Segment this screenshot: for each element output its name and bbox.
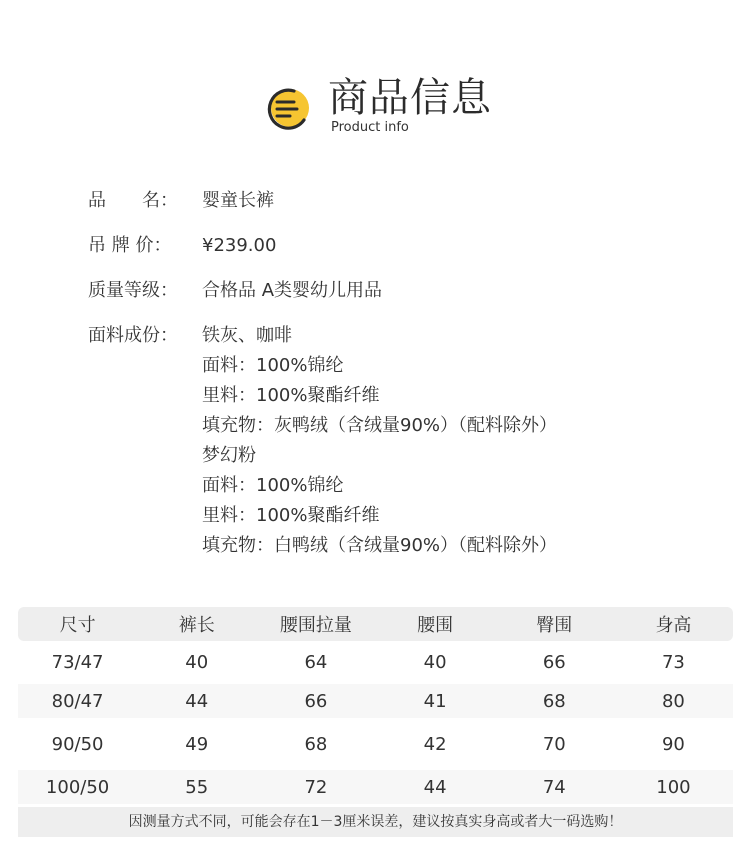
table-cell: 73/47 [51, 652, 104, 673]
table-cell: 90/50 [51, 733, 104, 755]
info-value: ¥239.00 [202, 235, 277, 256]
table-row [18, 684, 733, 718]
table-cell: 73 [661, 652, 685, 673]
table-cell: 100/50 [45, 776, 110, 798]
table-cell: 40 [423, 652, 447, 673]
size-table [18, 607, 733, 837]
document-info-icon [264, 86, 312, 130]
info-value-line: 面料：100%锦纶 [202, 355, 344, 376]
table-row [18, 718, 733, 770]
table-cell: 55 [185, 776, 209, 798]
table-row [18, 770, 733, 804]
table-cell: 70 [542, 733, 566, 755]
info-label: 品 名： [88, 190, 178, 211]
info-value-line: 梦幻粉 [202, 445, 256, 466]
table-header-row [18, 607, 733, 641]
table-cell: 68 [542, 690, 566, 712]
table-cell: 44 [423, 776, 447, 798]
info-value: 婴童长裤 [202, 190, 274, 211]
section-header [0, 70, 750, 140]
table-cell: 49 [185, 733, 209, 755]
info-value-line: 铁灰、咖啡 [202, 325, 292, 346]
info-row-material [88, 321, 728, 561]
section-subtitle: Product info [331, 120, 409, 135]
table-cell: 80 [661, 690, 685, 712]
info-value-line: 面料：100%锦纶 [202, 475, 344, 496]
table-cell: 74 [542, 776, 566, 798]
info-value-line: 填充物：灰鸭绒（含绒量90%）（配料除外） [202, 415, 558, 436]
table-cell: 41 [423, 690, 447, 712]
table-header-cell: 身高 [655, 615, 692, 636]
table-cell: 72 [304, 776, 328, 798]
table-cell: 40 [185, 652, 209, 673]
info-label: 面料成份： [88, 325, 178, 346]
table-header-cell: 裤长 [178, 615, 215, 636]
table-cell: 66 [542, 652, 566, 673]
table-cell: 64 [304, 652, 328, 673]
info-row-name [88, 186, 728, 216]
table-cell: 90 [661, 733, 685, 755]
table-header-cell: 腰围拉量 [279, 615, 352, 636]
size-note: 因测量方式不同，可能会存在1－3厘米误差，建议按真实身高或者大一码选购！ [18, 807, 733, 837]
info-value-line: 里料：100%聚酯纤维 [202, 385, 380, 406]
info-label: 吊 牌 价： [88, 235, 172, 256]
table-cell: 80/47 [51, 690, 104, 712]
table-header-cell: 腰围 [417, 615, 454, 636]
info-value-line: 里料：100%聚酯纤维 [202, 505, 380, 526]
table-cell: 66 [304, 690, 328, 712]
table-cell: 100 [656, 776, 691, 798]
table-cell: 42 [423, 733, 447, 755]
table-header-cell: 尺寸 [59, 615, 96, 636]
table-cell: 68 [304, 733, 328, 755]
product-info-list [88, 186, 728, 561]
info-row-grade [88, 276, 728, 306]
table-cell: 44 [185, 690, 209, 712]
info-value-line: 填充物：白鸭绒（含绒量90%）（配料除外） [202, 535, 558, 556]
table-header-cell: 臀围 [536, 615, 573, 636]
info-value: 合格品 A类婴幼儿用品 [202, 280, 383, 301]
table-row [18, 641, 733, 684]
info-label: 质量等级： [88, 280, 178, 301]
section-title: 商品信息 [328, 75, 492, 121]
info-row-price [88, 231, 728, 261]
